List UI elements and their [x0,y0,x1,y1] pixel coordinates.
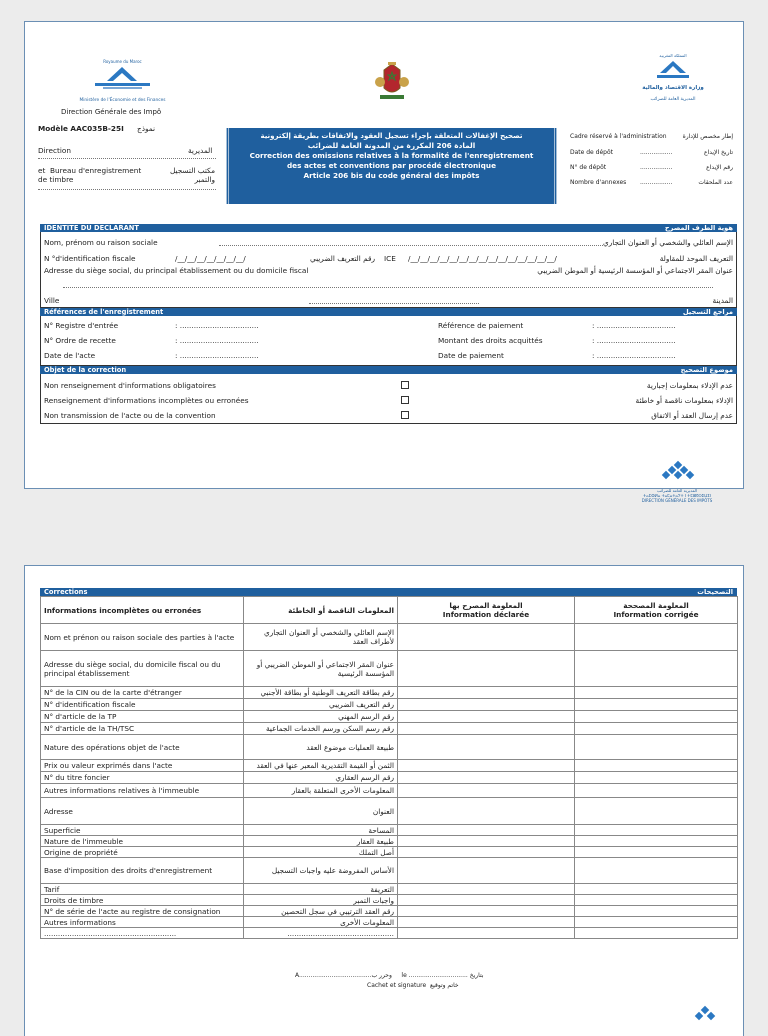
table-row: Nature des opérations objet de l'acte طبيعة العمليات موضوع العقد [41,735,738,760]
corrections-section-header: Corrections التصحيحات [40,588,737,596]
banner-line: Article 206 bis du code général des impôts [303,171,480,180]
identity-section: Nom, prénom ou raison sociale الإسم العائلي والشخصي أو العنوان التجاري N °d'identification fiscale /__/__/__/__/__/__/__/ رقم التعريف الضريبي ICE /__/__/__/__/__/__/__/__/__/__/__/__/__/__/__/ التعريف الموحد للمقاولة Adresse du siège social, du principal établissement ou du domicile fiscal عنوان المقر الاجتماعي أو المؤسسة الرئيسية أو الموطن الضريبي Ville المدينة [40,232,737,308]
declared-info-cell[interactable] [398,711,575,723]
corrected-info-cell[interactable] [575,917,738,928]
declared-info-cell[interactable] [398,723,575,735]
bureau-field[interactable] [38,189,216,190]
direction-label: Direction [38,146,71,155]
table-row: Superficie المساحة [41,825,738,836]
table-row: Base d'imposition des droits d'enregistrement الأساس المفروضة عليه واجبات التسجيل [41,858,738,884]
table-row: Autres informations المعلومات الأخرى [41,917,738,928]
city-field[interactable] [309,303,479,304]
table-row: N° d'article de la TP رقم الرسم المهني [41,711,738,723]
table-row: N° de la CIN ou de la carte d'étranger رقم بطاقة التعريف الوطنية أو بطاقة الأجنبي [41,687,738,699]
payment-date-field[interactable]: : .................................. [592,351,676,360]
object-section-header: Objet de la correction موضوع التصحيح [40,366,737,374]
ministry-logo-left: Royaume du Maroc Ministère de l'Économie et des Finances [75,58,170,108]
form-title-banner [226,128,557,204]
declared-info-cell[interactable] [398,784,575,798]
banner-line: Correction des omissions relatives à la formalité de l'enregistrement [249,151,534,160]
identity-section-header: IDENTITE DU DECLARANT هوية الطرف المصرح [40,224,737,232]
admin-reserved-box: Cadre réservé à l'administration إطار مخصص للإدارة Date de dépôt ................. تاريخ الإيداع N° de dépôt ................. رقم الإيداع Nombre d'annexes ................. عدد الملحقات [570,133,733,186]
table-row: Nature de l'immeuble طبيعة العقار [41,836,738,847]
table-row: ......................................................... .............................................. [41,928,738,939]
checkbox-incomplete-info[interactable] [401,396,409,404]
address-field[interactable] [63,287,713,288]
corrected-info-cell[interactable] [575,735,738,760]
corrected-info-cell[interactable] [575,687,738,699]
table-row: Autres informations relatives à l'immeuble المعلومات الأخرى المتعلقة بالعقار [41,784,738,798]
declared-info-cell[interactable] [398,624,575,651]
references-section: N° Registre d'entrée : .................................. N° Ordre de recette : .................................. Date de l'acte : .................................. Référence de paiement : .................................. Montant des droits acquittés : .................................. Date de paiement : .................................. [40,316,737,366]
declared-info-cell[interactable] [398,928,575,939]
deposit-date-field[interactable]: ................. [640,149,673,156]
bureau-label-ar: مكتب التسجيل والتمبر [169,166,215,184]
model-label-ar: نموذج [137,124,155,133]
declared-info-cell[interactable] [398,847,575,858]
corrected-info-cell[interactable] [575,825,738,836]
corrected-info-cell[interactable] [575,760,738,772]
corrected-info-cell[interactable] [575,858,738,884]
ministry-emblem-icon [75,65,170,93]
coat-of-arms-icon [374,62,410,102]
bureau-label: et Bureau d'enregistrement de timbre [38,166,142,184]
ministry-emblem-right-icon [653,59,693,81]
date-field[interactable]: ............................... [408,972,468,979]
declared-info-cell[interactable] [398,884,575,895]
declared-info-cell[interactable] [398,760,575,772]
table-row: N° d'article de la TH/TSC رقم رسم السكن ورسم الخدمات الجماعية [41,723,738,735]
declared-info-cell[interactable] [398,687,575,699]
corrected-info-cell[interactable] [575,798,738,825]
org-name: Direction Générale des Impô [61,108,162,116]
model-label: Modèle AAC035B-25I [38,124,124,133]
receipt-order-field[interactable]: : .................................. [175,336,259,345]
corrected-info-cell[interactable] [575,928,738,939]
payment-reference-field[interactable]: : .................................. [592,321,676,330]
banner-line: des actes et conventions par procédé électronique [286,161,497,170]
object-section: Non renseignement d'informations obligatoires عدم الإدلاء بمعلومات إجبارية Renseignement d'informations incomplètes ou erronées الإدلاء بمعلومات ناقصة أو خاطئة Non transmission de l'acte ou de la convention عدم إرسال العقد أو الاتفاق [40,374,737,424]
header-col4: المعلومة المصححة Information corrigée [575,597,738,624]
declared-info-cell[interactable] [398,836,575,847]
signature-place-date: A......................................وحرر ب le ............................... بتاريخ [295,972,484,979]
declared-info-cell[interactable] [398,917,575,928]
corrections-table [40,596,738,939]
table-header-row [41,597,738,624]
declared-info-cell[interactable] [398,825,575,836]
checkbox-non-transmission[interactable] [401,411,409,419]
corrected-info-cell[interactable] [575,624,738,651]
corrected-info-cell[interactable] [575,895,738,906]
corrected-info-cell[interactable] [575,723,738,735]
declared-info-cell[interactable] [398,895,575,906]
corrected-info-cell[interactable] [575,906,738,917]
header-col3: المعلومة المصرح بها Information déclarée [398,597,575,624]
form-page-2 [24,565,744,1036]
place-field[interactable]: ...................................... [299,972,372,979]
act-date-field[interactable]: : .................................. [175,351,259,360]
checkbox-missing-info[interactable] [401,381,409,389]
corrected-info-cell[interactable] [575,699,738,711]
banner-line: المادة 206 المكررة من المدونة العامة للضرائب [307,141,476,150]
dgi-logo-partial-icon [690,1003,720,1025]
table-row: N° du titre foncier رقم الرسم العقاري [41,772,738,784]
amount-paid-field[interactable]: : .................................. [592,336,676,345]
dgi-logo-icon [637,460,717,484]
direction-label-ar: المديرية [188,146,213,155]
ice-field[interactable]: /__/__/__/__/__/__/__/__/__/__/__/__/__/__/__/ [408,254,557,263]
header-col1: Informations incomplètes ou erronées [41,597,244,624]
table-row: Nom et prénon ou raison sociale des parties à l'acte الإسم العائلي والشخصي أو العنوان التجاري لأطراف العقد [41,624,738,651]
if-field[interactable]: /__/__/__/__/__/__/__/ [175,254,246,263]
table-row: N° de série de l'acte au registre de consignation رقم العقد الترتيبي في سجل التحصين [41,906,738,917]
cachet-signature[interactable]: Cachet et signature خاتم وتوقيع [367,982,459,989]
table-row: Tarif التعريفة [41,884,738,895]
table-row: Prix ou valeur exprimés dans l'acte الثمن أو القيمة التقديرية المعبر عنها في العقد [41,760,738,772]
deposit-number-field[interactable]: ................. [640,164,673,171]
corrected-info-cell[interactable] [575,884,738,895]
table-row: Droits de timbre واجبات التمبر [41,895,738,906]
corrected-info-cell[interactable] [575,847,738,858]
ministry-logo-right: المملكة المغربية وزارة الاقتصاد والمالية المديرية العامة للضرائب [642,53,704,102]
corrected-info-cell[interactable] [575,836,738,847]
name-field[interactable] [219,245,603,246]
banner-line: تصحيح الإغفالات المتعلقة بإجراء تسجيل العقود والاتفاقات بطريقة إلكترونية [260,132,523,140]
header-col2: المعلومات الناقصة أو الخاطئة [244,597,398,624]
declared-info-cell[interactable] [398,858,575,884]
corrected-info-cell[interactable] [575,784,738,798]
table-row: Origine de propriété أصل التملك [41,847,738,858]
table-row: N° d'identification fiscale رقم التعريف الضريبي [41,699,738,711]
corrected-info-cell[interactable] [575,651,738,687]
declared-info-cell[interactable] [398,772,575,784]
declared-info-cell[interactable] [398,651,575,687]
annexes-count-field[interactable]: ................. [640,179,673,186]
corrected-info-cell[interactable] [575,711,738,723]
registry-number-field[interactable]: : .................................. [175,321,259,330]
table-row: Adresse العنوان [41,798,738,825]
declared-info-cell[interactable] [398,798,575,825]
references-section-header: Références de l'enregistrement مراجع التسجيل [40,308,737,316]
form-page-1 [24,21,744,503]
declared-info-cell[interactable] [398,699,575,711]
declared-info-cell[interactable] [398,906,575,917]
dgi-footer-logo: المديرية العامة للضرائب ⵜⴰⵎⵀⵍⴰ ⵜⴰⵎⴰⵜⴰⵢⵜ ⵏ ⵜⵎⵓⴽⵙⵉⵡⵉⵏ DIRECTION GÉNÉRALE DES IMPÔTS [637,460,717,503]
table-row: Adresse du siège social, du domicile fiscal ou du principal établissement عنوان المقر الاجتماعي أو الموطن الضريبي أو المؤسسة الرئيسية [41,651,738,687]
direction-field[interactable] [38,158,216,159]
corrected-info-cell[interactable] [575,772,738,784]
declared-info-cell[interactable] [398,735,575,760]
